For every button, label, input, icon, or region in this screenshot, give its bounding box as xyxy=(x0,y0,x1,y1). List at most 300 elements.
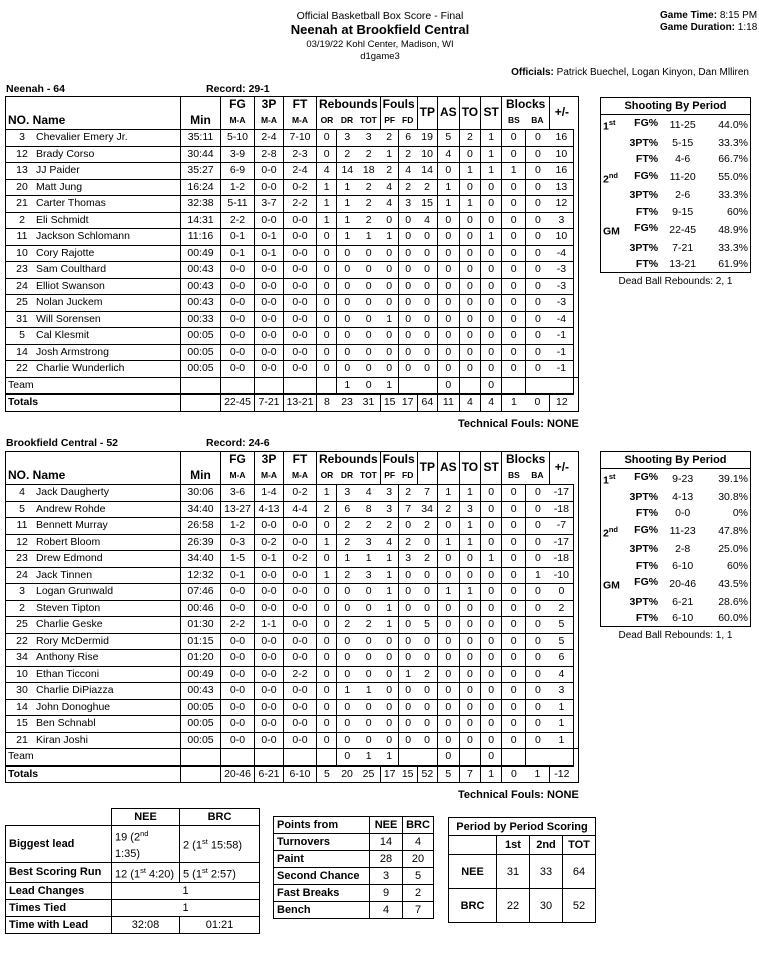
stat-cell: 0 xyxy=(438,344,460,361)
shooting-row xyxy=(601,115,751,135)
stat-cell: 0 xyxy=(399,683,418,700)
stat-cell: 0 xyxy=(380,328,399,345)
stat-cell: 1 xyxy=(380,584,399,601)
stat-cell: 2-3 xyxy=(284,146,317,163)
stat-cell: 2 xyxy=(380,130,399,147)
stat-cell: 2 xyxy=(337,534,357,551)
col-fd: FD xyxy=(399,113,418,130)
stat-cell: 0 xyxy=(502,196,526,213)
stat-cell: 0 xyxy=(317,311,337,328)
stat-cell: 0 xyxy=(459,212,480,229)
stat-cell: 2 xyxy=(417,666,437,683)
stat-cell: 0-0 xyxy=(284,278,317,295)
stat-cell: 0 xyxy=(438,262,460,279)
stat-cell: 0 xyxy=(380,633,399,650)
player-number: 13 xyxy=(16,164,28,176)
player-row xyxy=(6,295,579,312)
stat-cell: 0-0 xyxy=(221,666,255,683)
biggest-lead-nee: 19 (2nd 1:35) xyxy=(112,826,180,863)
team-stat-cell: 1 xyxy=(337,377,357,394)
stat-cell: 0 xyxy=(481,716,502,733)
shooting-period-suffix: nd xyxy=(608,524,619,534)
stat-cell: 0-2 xyxy=(284,179,317,196)
stat-cell: 0-0 xyxy=(221,311,255,328)
stat-cell: 0 xyxy=(438,163,460,180)
stat-cell: 0 xyxy=(317,666,337,683)
stat-cell: 0-0 xyxy=(255,518,284,535)
stat-cell: 0 xyxy=(438,666,460,683)
stat-cell: 0-0 xyxy=(255,278,284,295)
stat-cell: 1 xyxy=(438,485,460,502)
shooting-label xyxy=(601,168,661,188)
stat-cell: 0 xyxy=(438,551,460,568)
period-col-header: TOT xyxy=(563,836,596,855)
stat-cell: 0 xyxy=(481,567,502,584)
stat-cell: 0 xyxy=(380,245,399,262)
team1-dead-ball: Dead Ball Rebounds: 2, 1 xyxy=(618,276,733,287)
points-from-category: Paint xyxy=(274,851,370,868)
stat-cell: 0 xyxy=(459,361,480,378)
team-stat-cell: 0 xyxy=(438,377,460,394)
totals-cell: 17 xyxy=(399,394,418,411)
player-row xyxy=(6,311,579,328)
stat-cell: 0 xyxy=(459,551,480,568)
stat-cell: 3 xyxy=(357,130,380,147)
stat-cell: -7 xyxy=(550,518,574,535)
col-plus-minus: +/- xyxy=(554,460,570,475)
stat-cell: 0 xyxy=(417,344,437,361)
stat-cell: 0 xyxy=(317,361,337,378)
team-stat-cell xyxy=(526,749,550,766)
team-stat-cell xyxy=(550,749,574,766)
stat-cell: 2 xyxy=(357,518,380,535)
stat-cell: 0-0 xyxy=(284,229,317,246)
totals-cell: 12 xyxy=(550,394,574,411)
player-number: 2 xyxy=(19,601,25,614)
best-run-label: Best Scoring Run xyxy=(6,862,112,883)
shooting-pct: 44.0% xyxy=(718,118,748,131)
stat-cell: 0 xyxy=(526,278,550,295)
stat-cell: 0 xyxy=(526,683,550,700)
stat-cell: 0 xyxy=(337,633,357,650)
stat-cell: 01:30 xyxy=(181,617,221,634)
stat-cell: 0-0 xyxy=(284,683,317,700)
team-stat-cell: 0 xyxy=(337,749,357,766)
stat-cell: 0 xyxy=(526,344,550,361)
shooting-pct: 0% xyxy=(732,507,748,520)
stat-cell: 0 xyxy=(526,485,550,502)
stat-cell: 4 xyxy=(380,179,399,196)
stat-cell: 1 xyxy=(459,163,480,180)
stat-cell: 0-0 xyxy=(284,212,317,229)
stat-cell: 00:05 xyxy=(181,716,221,733)
stat-cell: -1 xyxy=(550,361,574,378)
player-name-text: Carter Thomas xyxy=(36,197,106,209)
stat-cell: 0 xyxy=(481,518,502,535)
stat-cell: 0-0 xyxy=(255,699,284,716)
stat-cell: 0-1 xyxy=(221,567,255,584)
stat-cell: 0 xyxy=(438,518,460,535)
stat-cell: 0 xyxy=(502,146,526,163)
shooting-stat: 3PT% xyxy=(629,595,659,608)
stat-cell: 0 xyxy=(459,146,480,163)
stat-cell: 0 xyxy=(502,732,526,749)
stat-cell: 0 xyxy=(380,295,399,312)
stat-cell: 2 xyxy=(337,567,357,584)
stat-cell: 0 xyxy=(502,716,526,733)
stat-cell: 0 xyxy=(438,683,460,700)
period-scoring-row xyxy=(449,855,596,889)
stat-cell: 0 xyxy=(337,666,357,683)
shooting-ma: 4-13 xyxy=(672,490,694,503)
player-name xyxy=(6,229,181,246)
player-number: 5 xyxy=(19,329,25,341)
player-name-text: Charlie Wunderlich xyxy=(36,362,125,374)
stat-cell: 0 xyxy=(481,617,502,634)
shooting-ma: 7-21 xyxy=(672,241,694,254)
stat-cell: 0-0 xyxy=(284,567,317,584)
stat-cell: 0 xyxy=(357,278,380,295)
col-tp: TP xyxy=(417,452,437,485)
stat-cell: 34 xyxy=(417,501,437,518)
player-row xyxy=(6,683,579,700)
summary-brc-header: BRC xyxy=(180,809,260,826)
stat-cell: 1 xyxy=(438,584,460,601)
period-score: 64 xyxy=(563,855,596,889)
stat-cell: 0 xyxy=(526,146,550,163)
shooting-pct: 43.5% xyxy=(718,577,748,590)
col-ft-ma: M-A xyxy=(284,468,317,485)
stat-cell: 1 xyxy=(502,163,526,180)
stat-cell: 1 xyxy=(357,551,380,568)
stat-cell: 0 xyxy=(502,617,526,634)
stat-cell: 0 xyxy=(526,600,550,617)
stat-cell: 3 xyxy=(550,683,574,700)
team-stat-cell xyxy=(317,749,337,766)
stat-cell: 0 xyxy=(502,344,526,361)
player-name xyxy=(6,278,181,295)
player-number: 14 xyxy=(16,345,28,358)
stat-cell: 2-4 xyxy=(255,130,284,147)
stat-cell: 2 xyxy=(357,179,380,196)
stat-cell: 3 xyxy=(399,196,418,213)
best-run-brc: 5 (1st 2:57) xyxy=(180,862,260,883)
stat-cell: 5 xyxy=(550,633,574,650)
player-number: 22 xyxy=(16,362,28,374)
stat-cell: 0 xyxy=(502,633,526,650)
stat-cell: 2 xyxy=(357,617,380,634)
team2-shooting-table xyxy=(600,451,751,627)
shooting-row xyxy=(601,187,751,204)
stat-cell: 3 xyxy=(380,501,399,518)
shooting-pct: 25.0% xyxy=(718,543,748,556)
player-number: 20 xyxy=(16,180,28,193)
col-tot: TOT xyxy=(357,468,380,485)
stat-cell: 0 xyxy=(459,262,480,279)
stat-cell: 0 xyxy=(317,683,337,700)
stat-cell: -4 xyxy=(550,245,574,262)
totals-cell: 5 xyxy=(438,766,460,783)
stat-cell: 0 xyxy=(526,262,550,279)
shooting-period-suffix: st xyxy=(608,118,616,127)
totals-cell: 8 xyxy=(317,394,337,411)
stat-cell: 1 xyxy=(317,567,337,584)
stat-cell: 0-1 xyxy=(255,229,284,246)
stat-cell: 0 xyxy=(357,732,380,749)
stat-cell: 0 xyxy=(317,344,337,361)
stat-cell: 0 xyxy=(481,196,502,213)
player-number: 11 xyxy=(16,519,28,531)
stat-cell: 2 xyxy=(399,534,418,551)
stat-cell: 0 xyxy=(357,295,380,312)
team-stat-cell xyxy=(417,749,437,766)
totals-cell: 20 xyxy=(337,766,357,783)
stat-cell: -18 xyxy=(550,501,574,518)
stat-cell: 0 xyxy=(502,245,526,262)
stat-cell: 0 xyxy=(526,699,550,716)
stat-cell: 0 xyxy=(417,311,437,328)
team2-name: Brookfield Central - 52 xyxy=(6,437,119,449)
stat-cell: 0 xyxy=(459,311,480,328)
stat-cell: 2 xyxy=(417,179,437,196)
player-name-text: Matt Jung xyxy=(36,180,83,193)
stat-cell: 1 xyxy=(481,163,502,180)
stat-cell: 0 xyxy=(399,229,418,246)
shooting-ma: 0-0 xyxy=(675,507,691,520)
shooting-period: 2nd xyxy=(603,170,619,185)
stat-cell: 0 xyxy=(337,699,357,716)
stat-cell: 2-2 xyxy=(284,666,317,683)
stat-cell: 1 xyxy=(317,534,337,551)
stat-cell: 0 xyxy=(550,584,574,601)
team1-name: Neenah - 64 xyxy=(6,83,65,95)
col-rebounds: Rebounds xyxy=(317,97,381,114)
stat-cell: 0 xyxy=(481,600,502,617)
stat-cell: 1 xyxy=(438,534,460,551)
stat-cell: 0-1 xyxy=(221,229,255,246)
stat-cell: 35:27 xyxy=(181,163,221,180)
stat-cell: 0 xyxy=(380,262,399,279)
stat-cell: 0 xyxy=(502,361,526,378)
player-name xyxy=(6,245,181,262)
shooting-ma: 9-23 xyxy=(672,472,694,485)
col-fouls: Fouls xyxy=(380,452,417,469)
stat-cell: 0 xyxy=(399,650,418,667)
stat-cell: 0-0 xyxy=(255,600,284,617)
col-fouls: Fouls xyxy=(380,97,417,114)
stat-cell: 1 xyxy=(337,179,357,196)
col-no-name: NO. Name xyxy=(6,468,181,485)
stat-cell: 00:05 xyxy=(181,699,221,716)
col-min: Min xyxy=(181,468,221,485)
stat-cell: 0 xyxy=(502,683,526,700)
player-name-text: Ethan Ticconi xyxy=(36,667,100,680)
stat-cell: 0 xyxy=(317,551,337,568)
player-number: 4 xyxy=(19,486,25,498)
stat-cell: 0 xyxy=(357,328,380,345)
stat-cell: 0 xyxy=(438,361,460,378)
stat-cell: 0 xyxy=(417,361,437,378)
stat-cell: 2 xyxy=(380,518,399,535)
player-name-text: Steven Tipton xyxy=(36,601,101,614)
shooting-row xyxy=(601,558,751,575)
stat-cell: 0 xyxy=(526,163,550,180)
col-ft: FT xyxy=(284,452,317,469)
stat-cell: 11:16 xyxy=(181,229,221,246)
points-from-row xyxy=(274,868,434,885)
shooting-ma: 2-8 xyxy=(675,543,691,556)
stat-cell: 0 xyxy=(459,683,480,700)
stat-cell: 0 xyxy=(459,699,480,716)
stat-cell: 0 xyxy=(438,328,460,345)
shooting-label xyxy=(601,187,661,204)
stat-cell: 0 xyxy=(399,245,418,262)
stat-cell: 0 xyxy=(317,295,337,312)
stat-cell: 2-2 xyxy=(284,196,317,213)
stat-cell: 0 xyxy=(380,361,399,378)
stat-cell: 0 xyxy=(380,278,399,295)
stat-cell: 0 xyxy=(399,278,418,295)
stat-cell: 0 xyxy=(438,212,460,229)
stat-cell: 7 xyxy=(399,501,418,518)
team-stat-cell xyxy=(284,377,317,394)
col-tp: TP xyxy=(417,97,437,130)
stat-cell: 0 xyxy=(317,146,337,163)
shooting-row xyxy=(601,469,751,489)
shooting-stat: FG% xyxy=(634,222,659,234)
shooting-pct: 60% xyxy=(726,205,748,218)
player-name-text: Eli Schmidt xyxy=(36,213,89,226)
stat-cell: 0 xyxy=(459,567,480,584)
stat-cell: 0 xyxy=(317,699,337,716)
player-name-text: Robert Bloom xyxy=(36,535,101,548)
stat-cell: 0 xyxy=(399,732,418,749)
shooting-period: 1st xyxy=(603,118,616,133)
stat-cell: 0 xyxy=(502,650,526,667)
player-name-text: Ben Schnabl xyxy=(36,717,96,729)
totals-cell: 25 xyxy=(357,766,380,783)
shooting-ma: 6-10 xyxy=(672,612,694,624)
player-name xyxy=(6,179,181,196)
stat-cell: 0 xyxy=(526,716,550,733)
points-from-brc: 5 xyxy=(403,868,434,885)
stat-cell: 2 xyxy=(399,179,418,196)
player-name xyxy=(6,551,181,568)
stat-cell: 4 xyxy=(417,212,437,229)
stat-cell: 0 xyxy=(417,699,437,716)
stat-cell: 1 xyxy=(438,179,460,196)
stat-cell: 1 xyxy=(380,311,399,328)
player-name xyxy=(6,650,181,667)
stat-cell: 0 xyxy=(459,344,480,361)
points-from-category: Turnovers xyxy=(274,834,370,851)
stat-cell: 0 xyxy=(380,666,399,683)
stat-cell: 0 xyxy=(438,278,460,295)
totals-row xyxy=(6,766,579,783)
col-dr: DR xyxy=(340,470,354,481)
stat-cell: 1 xyxy=(380,551,399,568)
col-ba: BA xyxy=(526,113,550,130)
player-number: 34 xyxy=(16,651,28,663)
col-pf: PF xyxy=(384,470,396,481)
stat-cell: 0-0 xyxy=(255,328,284,345)
shooting-period: GM xyxy=(603,579,620,592)
shooting-pct: 47.8% xyxy=(718,525,748,538)
stat-cell: 1-2 xyxy=(221,179,255,196)
team-stat-cell: 0 xyxy=(481,749,502,766)
stat-cell: 2 xyxy=(399,146,418,163)
player-number: 11 xyxy=(16,230,28,242)
stat-cell: 0-0 xyxy=(284,262,317,279)
shooting-ma: 11-23 xyxy=(669,525,696,538)
stat-cell: 0-0 xyxy=(255,295,284,312)
stat-cell: 00:33 xyxy=(181,311,221,328)
stat-cell: 0 xyxy=(337,716,357,733)
stat-cell: 0 xyxy=(502,518,526,535)
player-name xyxy=(6,295,181,312)
stat-cell: 0 xyxy=(438,600,460,617)
shooting-label xyxy=(601,610,661,627)
stat-cell: 14 xyxy=(337,163,357,180)
points-from-row xyxy=(274,902,434,919)
period-col-header: 2nd xyxy=(530,836,563,855)
totals-cell: -12 xyxy=(550,766,574,783)
player-name-text: Cal Klesmit xyxy=(36,329,90,341)
totals-cell: 6-21 xyxy=(255,766,284,783)
stat-cell: 0 xyxy=(459,600,480,617)
stat-cell: 0 xyxy=(417,633,437,650)
shooting-stat: FG% xyxy=(634,576,659,588)
stat-cell: 0-0 xyxy=(255,311,284,328)
player-row xyxy=(6,716,579,733)
player-row xyxy=(6,163,579,180)
stat-cell: 1 xyxy=(337,212,357,229)
col-blocks: Blocks xyxy=(502,452,550,469)
stat-cell: 1 xyxy=(481,146,502,163)
player-name xyxy=(6,633,181,650)
stat-cell: 0 xyxy=(526,229,550,246)
stat-cell: 0 xyxy=(357,699,380,716)
stat-cell: 0 xyxy=(399,584,418,601)
stat-cell: 2 xyxy=(337,146,357,163)
team-stat-cell xyxy=(526,377,550,394)
team-stat-cell xyxy=(284,749,317,766)
team-row-label: Team xyxy=(6,749,181,766)
stat-cell: 0 xyxy=(526,130,550,147)
stat-cell: 0-0 xyxy=(221,732,255,749)
stat-cell: 00:43 xyxy=(181,295,221,312)
lead-changes-value: 1 xyxy=(112,883,260,900)
col-fg: FG xyxy=(221,452,255,469)
points-from-brc-header: BRC xyxy=(403,817,434,834)
totals-cell: 31 xyxy=(357,394,380,411)
stat-cell: 0 xyxy=(337,295,357,312)
player-row xyxy=(6,518,579,535)
stat-cell: 1 xyxy=(317,485,337,502)
stat-cell: 0 xyxy=(502,699,526,716)
points-from-category: Second Chance xyxy=(274,868,370,885)
player-number: 15 xyxy=(16,717,28,729)
stat-cell: 0-0 xyxy=(284,584,317,601)
totals-cell: 0 xyxy=(526,394,550,411)
player-number: 5 xyxy=(19,502,25,515)
period-score: 30 xyxy=(530,889,563,923)
player-row xyxy=(6,179,579,196)
col-as: AS xyxy=(438,452,460,485)
stat-cell: 0-0 xyxy=(284,617,317,634)
player-name-text: Drew Edmond xyxy=(36,552,103,564)
stat-cell: 1 xyxy=(380,567,399,584)
